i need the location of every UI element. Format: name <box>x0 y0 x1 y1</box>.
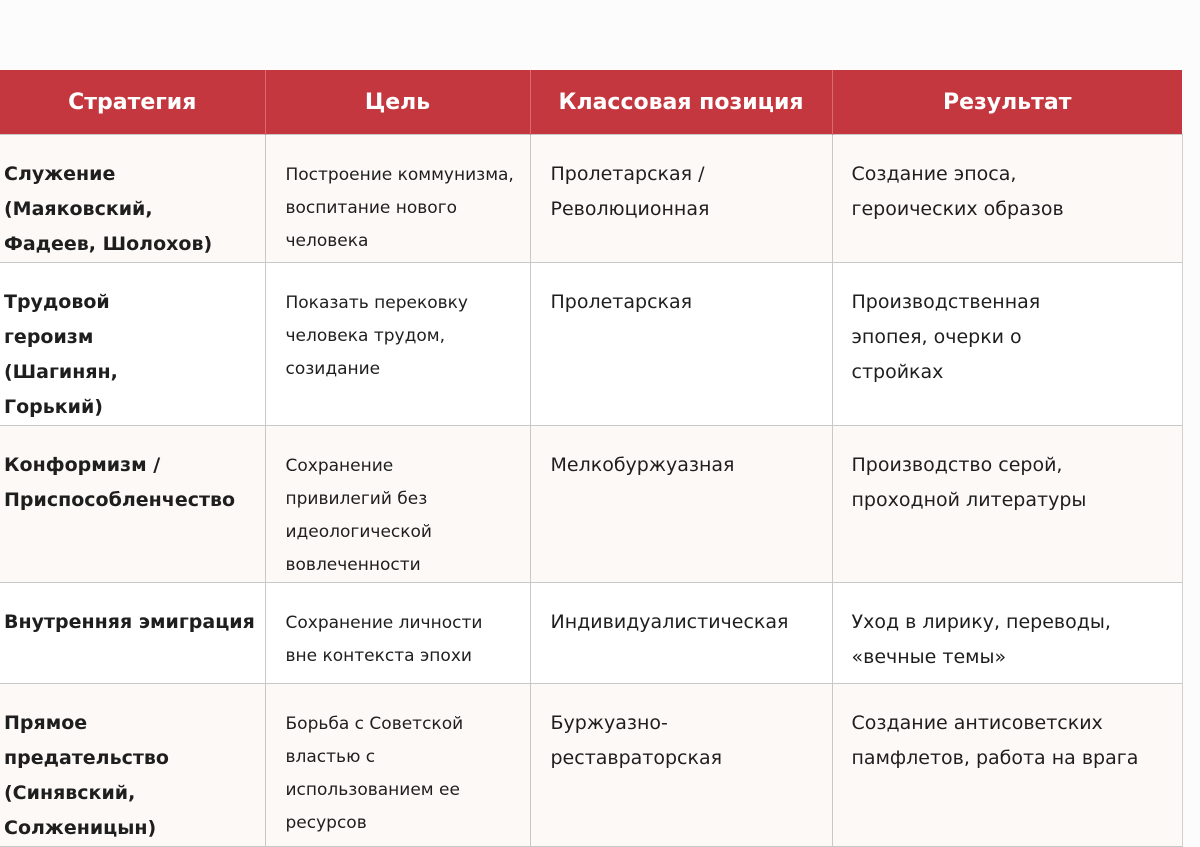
table-header-row <box>0 70 1182 135</box>
cell-goal <box>265 684 530 847</box>
cell-text: Борьба с Советской властью с использованием ее ресурсов <box>285 714 464 833</box>
cell-text: Пролетарская <box>550 291 693 313</box>
table-row <box>0 135 1182 263</box>
cell-result <box>832 263 1182 426</box>
cell-result <box>832 426 1182 583</box>
cell-strategy <box>0 135 265 263</box>
cell-strategy <box>0 583 265 684</box>
cell-text: Сохранение личности вне контекста эпохи <box>285 613 483 666</box>
table-row <box>0 263 1182 426</box>
cell-text: Трудовой героизм (Шагинян, Горький) <box>4 291 118 418</box>
table-row <box>0 426 1182 583</box>
cell-text: Буржуазно-реставраторская <box>550 712 723 769</box>
cell-class-position <box>530 426 832 583</box>
cell-class-position <box>530 583 832 684</box>
cell-strategy <box>0 684 265 847</box>
cell-text: Сохранение привилегий без идеологической вовлеченности <box>285 456 432 575</box>
cell-goal <box>265 263 530 426</box>
cell-text: Мелкобуржуазная <box>550 454 735 476</box>
cell-text: Показать перековку человека трудом, созидание <box>285 293 468 379</box>
cell-text: Создание антисоветских памфлетов, работа на врага <box>851 712 1139 769</box>
cell-text: Построение коммунизма, воспитание нового человека <box>285 165 514 251</box>
cell-class-position <box>530 263 832 426</box>
cell-text: Конформизм / Приспособленчество <box>4 454 236 511</box>
cell-result <box>832 583 1182 684</box>
cell-text: Создание эпоса, героических образов <box>851 163 1064 220</box>
cell-text: Индивидуалистическая <box>550 611 789 633</box>
cell-text: Прямое предательство (Синявский, Солженицын) <box>4 712 169 839</box>
table-row <box>0 684 1182 847</box>
cell-strategy <box>0 263 265 426</box>
cell-result <box>832 135 1182 263</box>
header-strategy: Стратегия <box>0 70 265 135</box>
header-goal: Цель <box>265 70 530 135</box>
cell-goal <box>265 135 530 263</box>
cell-text: Производство серой, проходной литературы <box>851 454 1087 511</box>
cell-strategy <box>0 426 265 583</box>
table-row <box>0 583 1182 684</box>
cell-text: Уход в лирику, переводы, «вечные темы» <box>851 611 1111 668</box>
cell-class-position <box>530 684 832 847</box>
cell-class-position <box>530 135 832 263</box>
cell-text: Внутренняя эмиграция <box>4 611 255 633</box>
strategy-table <box>0 70 1183 847</box>
cell-goal <box>265 583 530 684</box>
cell-text: Служение (Маяковский, Фадеев, Шолохов) <box>4 163 213 255</box>
cell-result <box>832 684 1182 847</box>
cell-text: Пролетарская / Революционная <box>550 163 710 220</box>
header-class-position: Классовая позиция <box>530 70 832 135</box>
cell-text: Производственная эпопея, очерки о стройках <box>851 291 1041 383</box>
header-result: Результат <box>832 70 1182 135</box>
cell-goal <box>265 426 530 583</box>
